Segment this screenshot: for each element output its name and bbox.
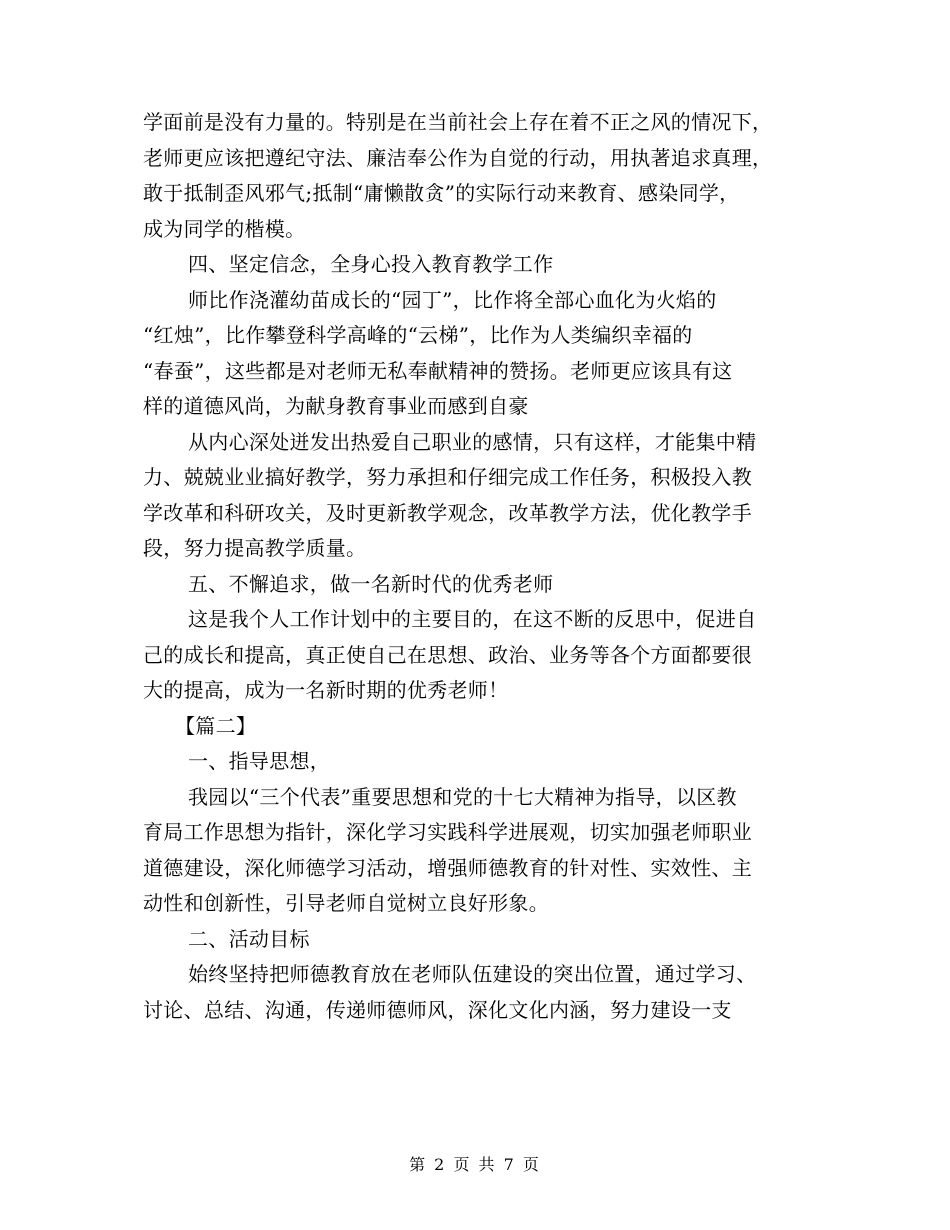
text-line: 动性和创新性，引导老师自觉树立良好形象。	[143, 891, 549, 915]
text-line: 样的道德风尚，为献身教育事业而感到自豪	[143, 394, 529, 418]
text-line: 学改革和科研攻关，及时更新教学观念，改革教学方法，优化教学手	[143, 500, 752, 525]
text-line: 我园以“三个代表”重要思想和党的十七大精神为指导，以区教	[188, 784, 737, 809]
text-line: 师比作浇灌幼苗成长的“园丁”，比作将全部心血化为火焰的	[188, 287, 717, 312]
text-line: 道德建设，深化师德学习活动，增强师德教育的针对性、实效性、主	[143, 855, 752, 880]
text-line: 这是我个人工作计划中的主要目的，在这不断的反思中，促进自	[188, 607, 757, 631]
text-line: 从内心深处迸发出热爱自己职业的感情，只有这样，才能集中精	[188, 429, 757, 454]
text-line: 始终坚持把师德教育放在老师队伍建设的突出位置，通过学习、	[188, 962, 757, 986]
chapter-heading: 【篇二】	[175, 713, 257, 738]
text-line: 学面前是没有力量的。特别是在当前社会上存在着不正之风的情况下，	[143, 110, 773, 134]
text-line: “春蚕”，这些都是对老师无私奉献精神的赞扬。老师更应该具有这	[143, 358, 733, 383]
text-line: 讨论、总结、沟通，传递师德师风，深化文化内涵，努力建设一支	[143, 997, 732, 1022]
text-line: 老师更应该把遵纪守法、廉洁奉公作为自觉的行动，用执著追求真理，	[143, 145, 773, 170]
section-heading: 一、指导思想，	[188, 749, 331, 773]
text-line: “红烛”，比作攀登科学高峰的“云梯”，比作为人类编织幸福的	[143, 323, 693, 347]
page-number-footer: 第 2 页 共 7 页	[409, 1155, 541, 1174]
text-line: 大的提高，成为一名新时期的优秀老师！	[143, 678, 509, 702]
text-line: 力、兢兢业业搞好教学，努力承担和仔细完成工作任务，积极投入教	[143, 465, 752, 489]
text-line: 成为同学的楷模。	[143, 216, 306, 241]
section-heading: 五、不懈追求，做一名新时代的优秀老师	[188, 571, 554, 596]
text-line: 敢于抵制歪风邪气;抵制“庸懒散贪”的实际行动来教育、感染同学，	[143, 181, 740, 205]
document-body	[143, 105, 813, 1028]
section-heading: 二、活动目标	[188, 926, 310, 951]
text-line: 己的成长和提高，真正使自己在思想、政治、业务等各个方面都要很	[143, 642, 752, 667]
text-line: 段，努力提高教学质量。	[143, 536, 367, 560]
text-line: 育局工作思想为指针，深化学习实践科学进展观，切实加强老师职业	[143, 820, 752, 844]
section-heading: 四、坚定信念，全身心投入教育教学工作	[188, 252, 554, 276]
